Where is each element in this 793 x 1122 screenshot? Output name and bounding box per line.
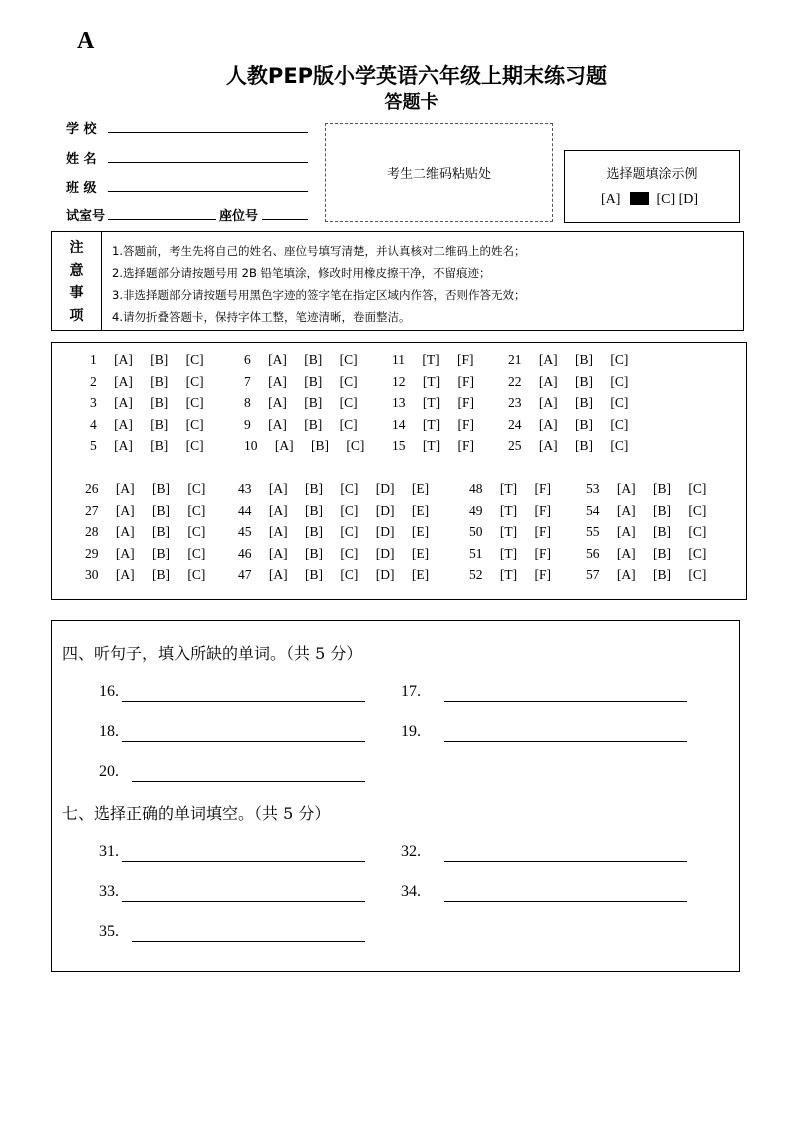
fill-example-box [564,150,740,223]
answer-choice-row[interactable]: 8 [A] [B] [C] [244,395,358,410]
question-number: 31. [99,843,119,860]
answer-line[interactable] [444,741,687,742]
question-number: 16. [99,683,119,700]
answer-choice-row[interactable]: 1 [A] [B] [C] [90,352,204,367]
answer-choice-row[interactable]: 44 [A] [B] [C] [D] [E] [238,502,430,518]
answer-line[interactable] [132,781,365,782]
section-7-title: 七、选择正确的单词填空。（共 5 分） [62,804,331,823]
room-label: 试室号 [66,209,106,224]
page-title: 人教PEP版小学英语六年级上期末练习题 [225,64,608,88]
answer-choice-row[interactable]: 46 [A] [B] [C] [D] [E] [238,545,430,561]
answer-choice-row[interactable]: 6 [A] [B] [C] [244,352,358,367]
question-number: 35. [99,923,119,940]
name-field[interactable] [108,162,308,163]
notice-heading: 注 意 事 项 [52,232,102,330]
notice-box [51,231,744,331]
answer-choice-row[interactable]: 9 [A] [B] [C] [244,416,358,432]
answer-sheet [51,342,747,600]
seat-field[interactable] [262,219,308,220]
answer-choice-row[interactable]: 22 [A] [B] [C] [508,373,629,389]
written-answer-box [51,620,740,972]
name-label: 姓 名 [66,152,97,167]
answer-choice-row[interactable]: 10 [A] [B] [C] [244,438,365,453]
answer-choice-row[interactable]: 21 [A] [B] [C] [508,352,629,367]
answer-choice-row[interactable]: 5 [A] [B] [C] [90,438,204,453]
example-option-a: [A] [601,192,621,207]
question-number: 34. [401,883,421,900]
answer-choice-row[interactable]: 43 [A] [B] [C] [D] [E] [238,481,430,496]
answer-choice-row[interactable]: 54 [A] [B] [C] [586,502,707,518]
answer-choice-row[interactable]: 28 [A] [B] [C] [85,524,206,539]
question-number: 18. [99,723,119,740]
notice-item: 1.答题前，考生先将自己的姓名、座位号填写清楚，并认真核对二维码上的姓名； [112,244,526,258]
filled-bubble [630,192,649,205]
notice-item: 4.请勿折叠答题卡，保持字体工整，笔迹清晰，卷面整洁。 [112,310,411,324]
seat-label: 座位号 [219,209,259,224]
answer-choice-row[interactable]: 30 [A] [B] [C] [85,567,206,582]
answer-choice-row[interactable]: 53 [A] [B] [C] [586,481,707,496]
class-label: 班 级 [66,181,97,196]
example-option-c: [C] [656,192,676,207]
answer-choice-row[interactable]: 7 [A] [B] [C] [244,373,358,389]
answer-line[interactable] [444,861,687,862]
school-label: 学 校 [66,122,97,137]
example-option-d: [D] [678,192,699,207]
answer-choice-row[interactable]: 51 [T] [F] [469,545,551,561]
answer-choice-row[interactable]: 52 [T] [F] [469,567,551,582]
answer-choice-row[interactable]: 47 [A] [B] [C] [D] [E] [238,567,430,582]
answer-choice-row[interactable]: 13 [T] [F] [392,395,474,410]
answer-line[interactable] [122,861,365,862]
answer-choice-row[interactable]: 45 [A] [B] [C] [D] [E] [238,524,430,539]
answer-choice-row[interactable]: 24 [A] [B] [C] [508,416,629,432]
school-field[interactable] [108,132,308,133]
version-mark: A [77,28,95,54]
answer-choice-row[interactable]: 26 [A] [B] [C] [85,481,206,496]
answer-choice-row[interactable]: 50 [T] [F] [469,524,551,539]
answer-line[interactable] [122,701,365,702]
qr-code-area [325,123,553,222]
answer-choice-row[interactable]: 15 [T] [F] [392,438,474,453]
answer-line[interactable] [122,901,365,902]
answer-line[interactable] [444,701,687,702]
qr-code-label: 考生二维码粘贴处 [386,167,491,182]
answer-choice-row[interactable]: 55 [A] [B] [C] [586,524,707,539]
room-field[interactable] [108,219,216,220]
question-number: 17. [401,683,421,700]
notice-item: 3.非选择题部分请按题号用黑色字迹的签字笔在指定区域内作答，否则作答无效； [112,288,526,302]
answer-line[interactable] [122,741,365,742]
question-number: 19. [401,723,421,740]
answer-choice-row[interactable]: 12 [T] [F] [392,373,474,389]
notice-item: 2.选择题部分请按题号用 2B 铅笔填涂，修改时用橡皮擦干净，不留痕迹； [112,266,491,280]
answer-choice-row[interactable]: 11 [T] [F] [392,352,474,367]
question-number: 33. [99,883,119,900]
answer-choice-row[interactable]: 27 [A] [B] [C] [85,502,206,518]
answer-choice-row[interactable]: 2 [A] [B] [C] [90,373,204,389]
answer-choice-row[interactable]: 3 [A] [B] [C] [90,395,204,410]
answer-choice-row[interactable]: 25 [A] [B] [C] [508,438,629,453]
answer-choice-row[interactable]: 23 [A] [B] [C] [508,395,629,410]
answer-choice-row[interactable]: 49 [T] [F] [469,502,551,518]
question-number: 32. [401,843,421,860]
section-4-title: 四、听句子，填入所缺的单词。（共 5 分） [62,644,363,663]
answer-choice-row[interactable]: 56 [A] [B] [C] [586,545,707,561]
answer-choice-row[interactable]: 57 [A] [B] [C] [586,567,707,582]
answer-line[interactable] [444,901,687,902]
answer-choice-row[interactable]: 48 [T] [F] [469,481,551,496]
answer-line[interactable] [132,941,365,942]
answer-choice-row[interactable]: 14 [T] [F] [392,416,474,432]
answer-choice-row[interactable]: 4 [A] [B] [C] [90,416,204,432]
class-field[interactable] [108,191,308,192]
question-number: 20. [99,763,119,780]
page-subtitle: 答题卡 [384,92,439,113]
notice-list [112,240,525,328]
answer-choice-row[interactable]: 29 [A] [B] [C] [85,545,206,561]
fill-example-title: 选择题填涂示例 [606,167,698,182]
